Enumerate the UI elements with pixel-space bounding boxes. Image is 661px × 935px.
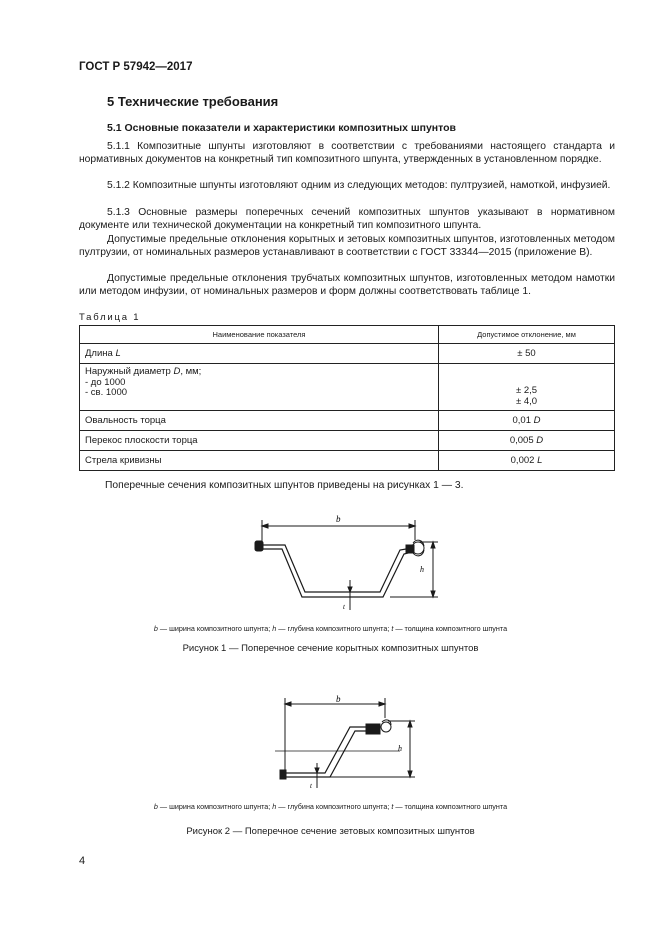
- paragraph-5-1-3: 5.1.3 Основные размеры поперечных сечений композитных шпунтов указывают в нормативном документе или технической документации на конкретный тип композитного шпунта.: [79, 207, 615, 231]
- table-header-name: Наименование показателя: [80, 326, 439, 344]
- table-header-row: [80, 326, 615, 344]
- table-cell-name: Стрела кривизны: [80, 451, 439, 471]
- figure-2-label-t: t: [310, 782, 312, 790]
- figure-1-trough-section: [240, 510, 450, 615]
- deviation-table: [79, 325, 615, 471]
- standard-header: ГОСТ Р 57942—2017: [79, 61, 193, 73]
- table-cell-value: ± 2,5 ± 4,0: [439, 364, 615, 411]
- table-header-deviation: Допустимое отклонение, мм: [439, 326, 615, 344]
- figures-intro: Поперечные сечения композитных шпунтов приведены на рисунках 1 — 3.: [105, 480, 464, 491]
- table-cell-name: Длина L: [80, 344, 439, 364]
- table-row: [80, 344, 615, 364]
- figure-1-label-t: t: [343, 603, 345, 611]
- table-cell-name: Наружный диаметр D, мм; - до 1000 - св. 1000: [80, 364, 439, 411]
- table-cell-value: 0,002 L: [439, 451, 615, 471]
- paragraph-winding: Допустимые предельные отклонения трубчатых композитных шпунтов, изготовленных методом намотки или методом инфузии, от номинальных размеров и форм должны соответствовать таблице 1.: [79, 273, 615, 297]
- figure-2-label-b: b: [336, 694, 341, 704]
- table-cell-value: ± 50: [439, 344, 615, 364]
- table-row: [80, 411, 615, 431]
- figure-1-legend: b — ширина композитного шпунта; h — глубина композитного шпунта; t — толщина композитного шпунта: [153, 624, 508, 633]
- figure-1-caption: Рисунок 1 — Поперечное сечение корытных композитных шпунтов: [182, 643, 479, 654]
- figure-2-caption: Рисунок 2 — Поперечное сечение зетовых композитных шпунтов: [186, 826, 475, 837]
- section-title: 5 Технические требования: [107, 94, 279, 109]
- page-number: 4: [79, 855, 86, 867]
- paragraph-5-1-1: 5.1.1 Композитные шпунты изготовляют в соответствии с требованиями настоящего стандарта и нормативных документов на конкретный тип композитного шпунта, утвержденных в установленном порядке.: [79, 141, 615, 165]
- table-row: [80, 364, 615, 411]
- figure-1-label-h: h: [420, 565, 424, 574]
- paragraph-pultrusion: Допустимые предельные отклонения корытных и зетовых композитных шпунтов, изготовленных методом пултрузии, от номинальных размеров устанавливают в соответствии с ГОСТ 33344—2015 (приложение В).: [79, 234, 615, 258]
- figure-1-label-b: b: [336, 514, 341, 524]
- paragraph-5-1-2: 5.1.2 Композитные шпунты изготовляют одним из следующих методов: пултрузией, намоткой, инфузией.: [107, 180, 611, 191]
- table-cell-name: Перекос плоскости торца: [80, 431, 439, 451]
- figure-2-label-h: h: [398, 744, 402, 753]
- figure-2-legend: b — ширина композитного шпунта; h — глубина композитного шпунта; t — толщина композитного шпунта: [153, 802, 508, 811]
- table-row: [80, 451, 615, 471]
- table-cell-value: 0,005 D: [439, 431, 615, 451]
- table-row: [80, 431, 615, 451]
- table-cell-name: Овальность торца: [80, 411, 439, 431]
- figure-2-z-section: [270, 693, 430, 793]
- table-cell-value: 0,01 D: [439, 411, 615, 431]
- table-label: Таблица 1: [79, 312, 141, 323]
- subsection-title: 5.1 Основные показатели и характеристики композитных шпунтов: [107, 122, 457, 134]
